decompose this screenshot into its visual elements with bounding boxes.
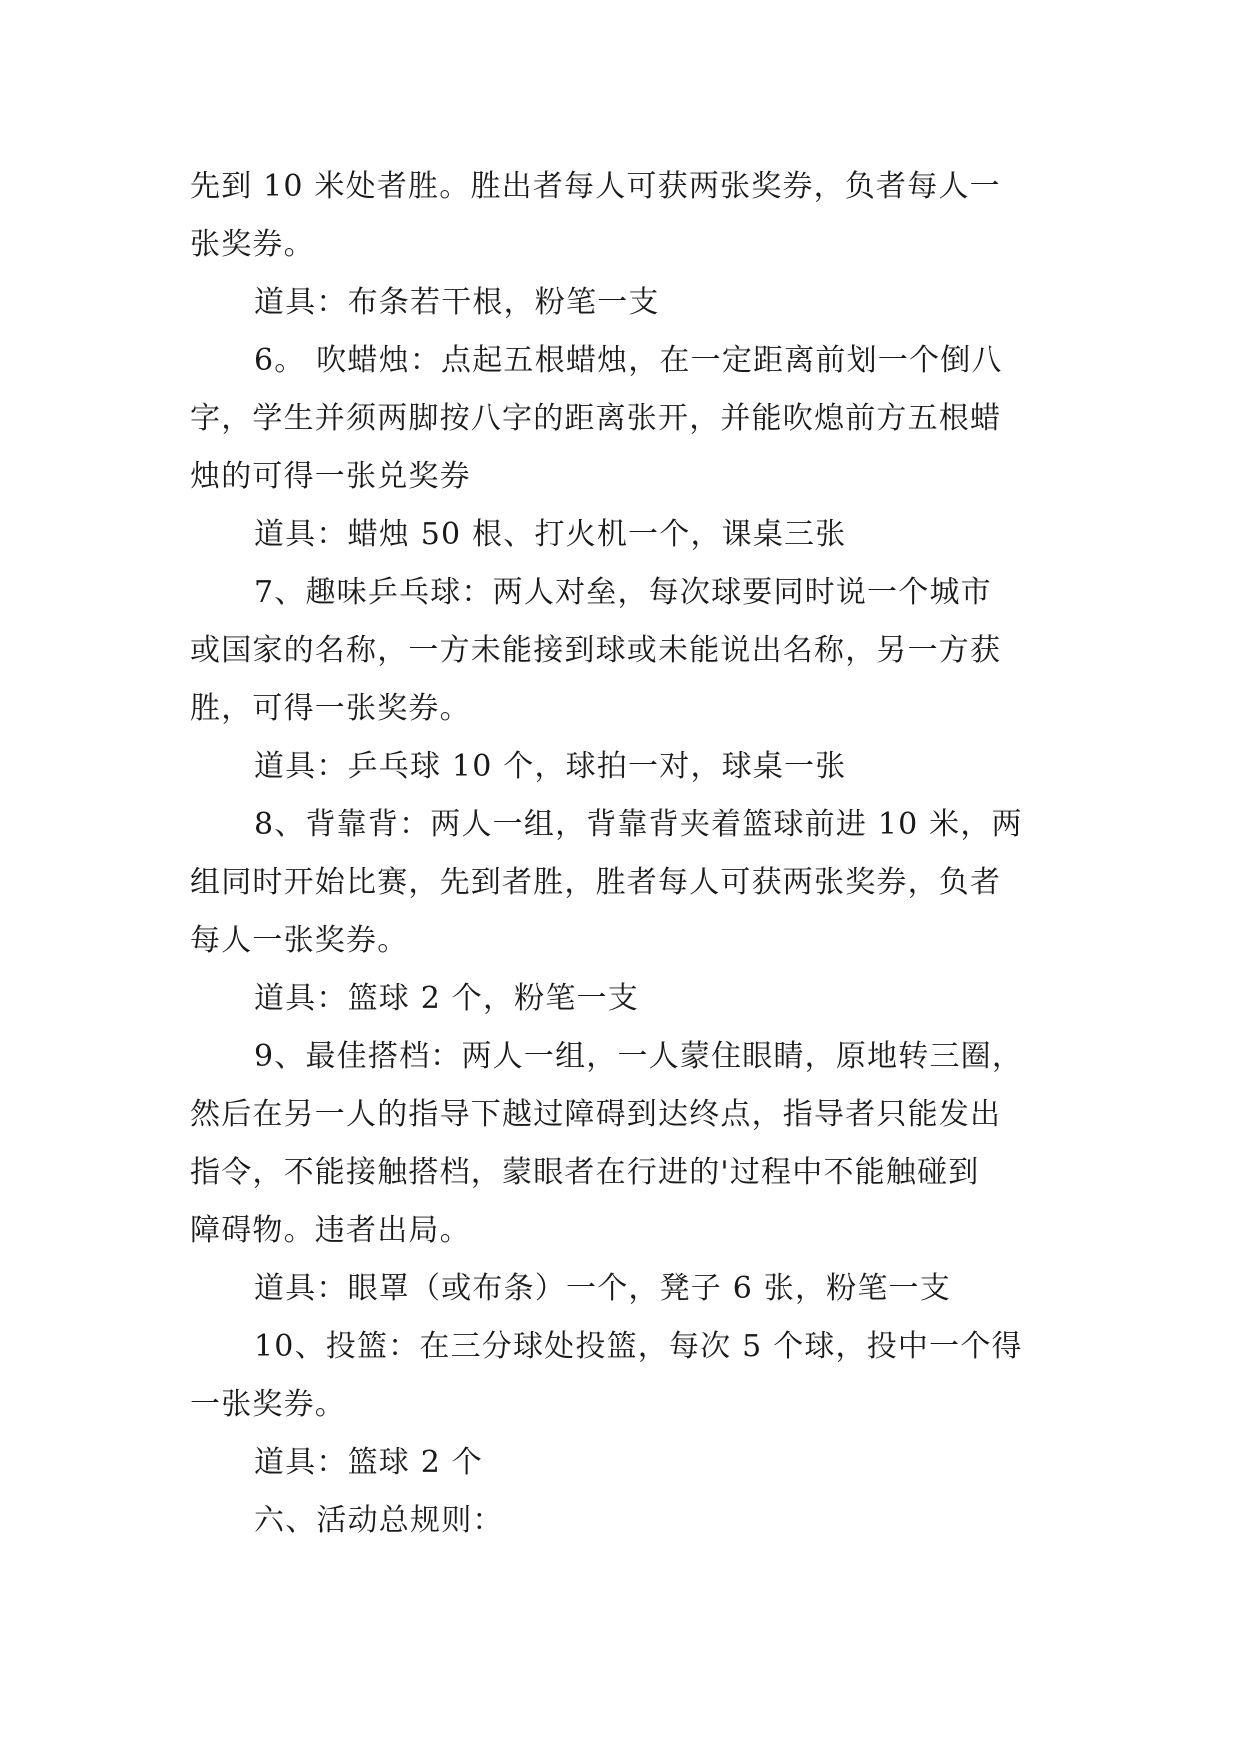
text-line: 7、趣味乒乓球：两人对垒，每次球要同时说一个城市 <box>254 575 992 610</box>
text-line: 烛的可得一张兑奖券 <box>190 459 471 494</box>
document-body <box>190 158 1050 1550</box>
text-line: 一张奖券。 <box>190 1387 346 1422</box>
text-line: 道具：布条若干根，粉笔一支 <box>254 285 660 320</box>
text-line: 胜，可得一张奖券。 <box>190 691 471 726</box>
text-line: 10、投篮：在三分球处投篮，每次 5 个球，投中一个得 <box>254 1329 1023 1364</box>
text-line: 道具：篮球 2 个 <box>254 1445 483 1480</box>
text-line: 9、最佳搭档：两人一组，一人蒙住眼睛，原地转三圈， <box>254 1039 1024 1074</box>
text-line: 道具：乒乓球 10 个，球拍一对，球桌一张 <box>254 749 847 784</box>
text-line: 指令，不能接触搭档，蒙眼者在行进的'过程中不能触碰到 <box>190 1155 980 1190</box>
text-line: 道具：蜡烛 50 根、打火机一个，课桌三张 <box>254 517 847 552</box>
text-line: 6。 吹蜡烛：点起五根蜡烛，在一定距离前划一个倒八 <box>254 343 1003 378</box>
text-line: 道具：篮球 2 个，粉笔一支 <box>254 981 639 1016</box>
text-line: 字，学生并须两脚按八字的距离张开，并能吹熄前方五根蜡 <box>190 401 1002 436</box>
text-line: 道具：眼罩（或布条）一个，凳子 6 张，粉笔一支 <box>254 1271 951 1306</box>
text-line: 8、背靠背：两人一组，背靠背夹着篮球前进 10 米，两 <box>254 807 1023 842</box>
text-line: 或国家的名称，一方未能接到球或未能说出名称，另一方获 <box>190 633 1002 668</box>
section-heading: 六、活动总规则： <box>254 1503 504 1538</box>
text-line: 然后在另一人的指导下越过障碍到达终点，指导者只能发出 <box>190 1097 1002 1132</box>
text-line: 组同时开始比赛，先到者胜，胜者每人可获两张奖券，负者 <box>190 865 1002 900</box>
text-line: 障碍物。违者出局。 <box>190 1213 471 1248</box>
text-line: 先到 10 米处者胜。胜出者每人可获两张奖券，负者每人一 <box>190 169 1001 204</box>
text-line: 张奖券。 <box>190 227 315 262</box>
text-line: 每人一张奖券。 <box>190 923 409 958</box>
